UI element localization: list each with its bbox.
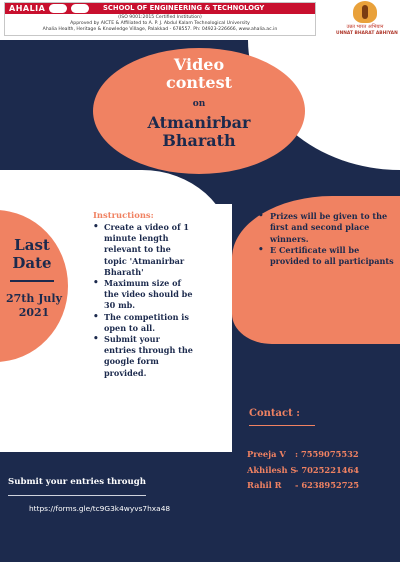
contest-topic-line2: Bharath (162, 131, 236, 150)
event-title-line2: contest (165, 73, 232, 92)
deadline-date-line2: 2021 (18, 306, 50, 319)
instructions-heading: Instructions: (93, 210, 154, 220)
event-title (93, 56, 305, 92)
submission-divider (8, 495, 146, 496)
deadline-label (4, 236, 60, 272)
prize-item: • Prizes will be given to the first and second place winners. (258, 211, 400, 245)
deadline-label-line1: Last (14, 236, 50, 254)
instruction-item: • The competition is open to all. (93, 312, 193, 334)
deadline-divider (10, 280, 54, 282)
instruction-item: • Maximum size of the video should be 30 mb. (93, 278, 193, 312)
seal-icon (49, 4, 67, 13)
contest-topic-line1: Atmanirbar (147, 113, 251, 132)
contact-row (247, 449, 397, 465)
contact-phone[interactable]: : 7559075532 (295, 449, 359, 459)
contact-name: Akhilesh S (247, 464, 297, 475)
contact-phone[interactable]: - 6238952725 (295, 480, 360, 490)
contact-list (247, 449, 397, 496)
contact-name: Rahil R (247, 480, 282, 490)
deadline-label-line2: Date (12, 254, 52, 272)
contact-name: Preeja V (247, 449, 286, 459)
instructions-list (93, 222, 193, 379)
gandhi-emblem-icon (353, 1, 377, 23)
instruction-item: • Create a video of 1 minute length relevant to the topic 'Atmanirbar Bharath' (93, 222, 193, 278)
institution-address: Ahalia Health, Heritage & Knowledge Village, Palakkad - 678557. Ph: 04923-226666, www.ahalia.ac.in (42, 27, 278, 32)
institution-approval: Approved by AICTE & Affiliated to A. P. J. Abdul Kalam Technological University (70, 21, 250, 26)
contact-phone[interactable]: - 7025221464 (295, 464, 360, 475)
uba-english-text: UNNAT BHARAT ABHIYAN (336, 31, 398, 36)
contest-topic (93, 114, 305, 150)
emblem-icon (71, 4, 89, 13)
prizes-list (258, 211, 400, 267)
contact-heading: Contact : (249, 408, 300, 419)
uba-hindi-text: उन्नत भारत अभियान (346, 24, 384, 30)
submission-heading: Submit your entries through (8, 477, 147, 487)
title-connector: on (192, 99, 206, 109)
event-title-line1: Video (173, 55, 225, 74)
submission-form-link[interactable]: https://forms.gle/tc9G3k4wyvs7hxa48 (29, 504, 171, 513)
prize-item: • E Certificate will be provided to all participants (258, 245, 400, 268)
institution-short-name: AHALIA (9, 4, 46, 13)
contact-underline (249, 425, 315, 426)
header (0, 0, 400, 40)
institution-logo (4, 2, 316, 36)
deadline-date-line1: 27th July (6, 292, 62, 305)
deadline-date (2, 292, 66, 320)
unnat-bharat-abhiyan-logo (336, 1, 398, 38)
contact-row (247, 465, 397, 481)
institution-certification: (ISO 9001:2015 Certified Institution) (118, 15, 202, 20)
instruction-item: • Submit your entries through the google form provided. (93, 334, 193, 379)
institution-full-name: SCHOOL OF ENGINEERING & TECHNOLOGY (103, 4, 265, 12)
contact-row (247, 480, 397, 496)
